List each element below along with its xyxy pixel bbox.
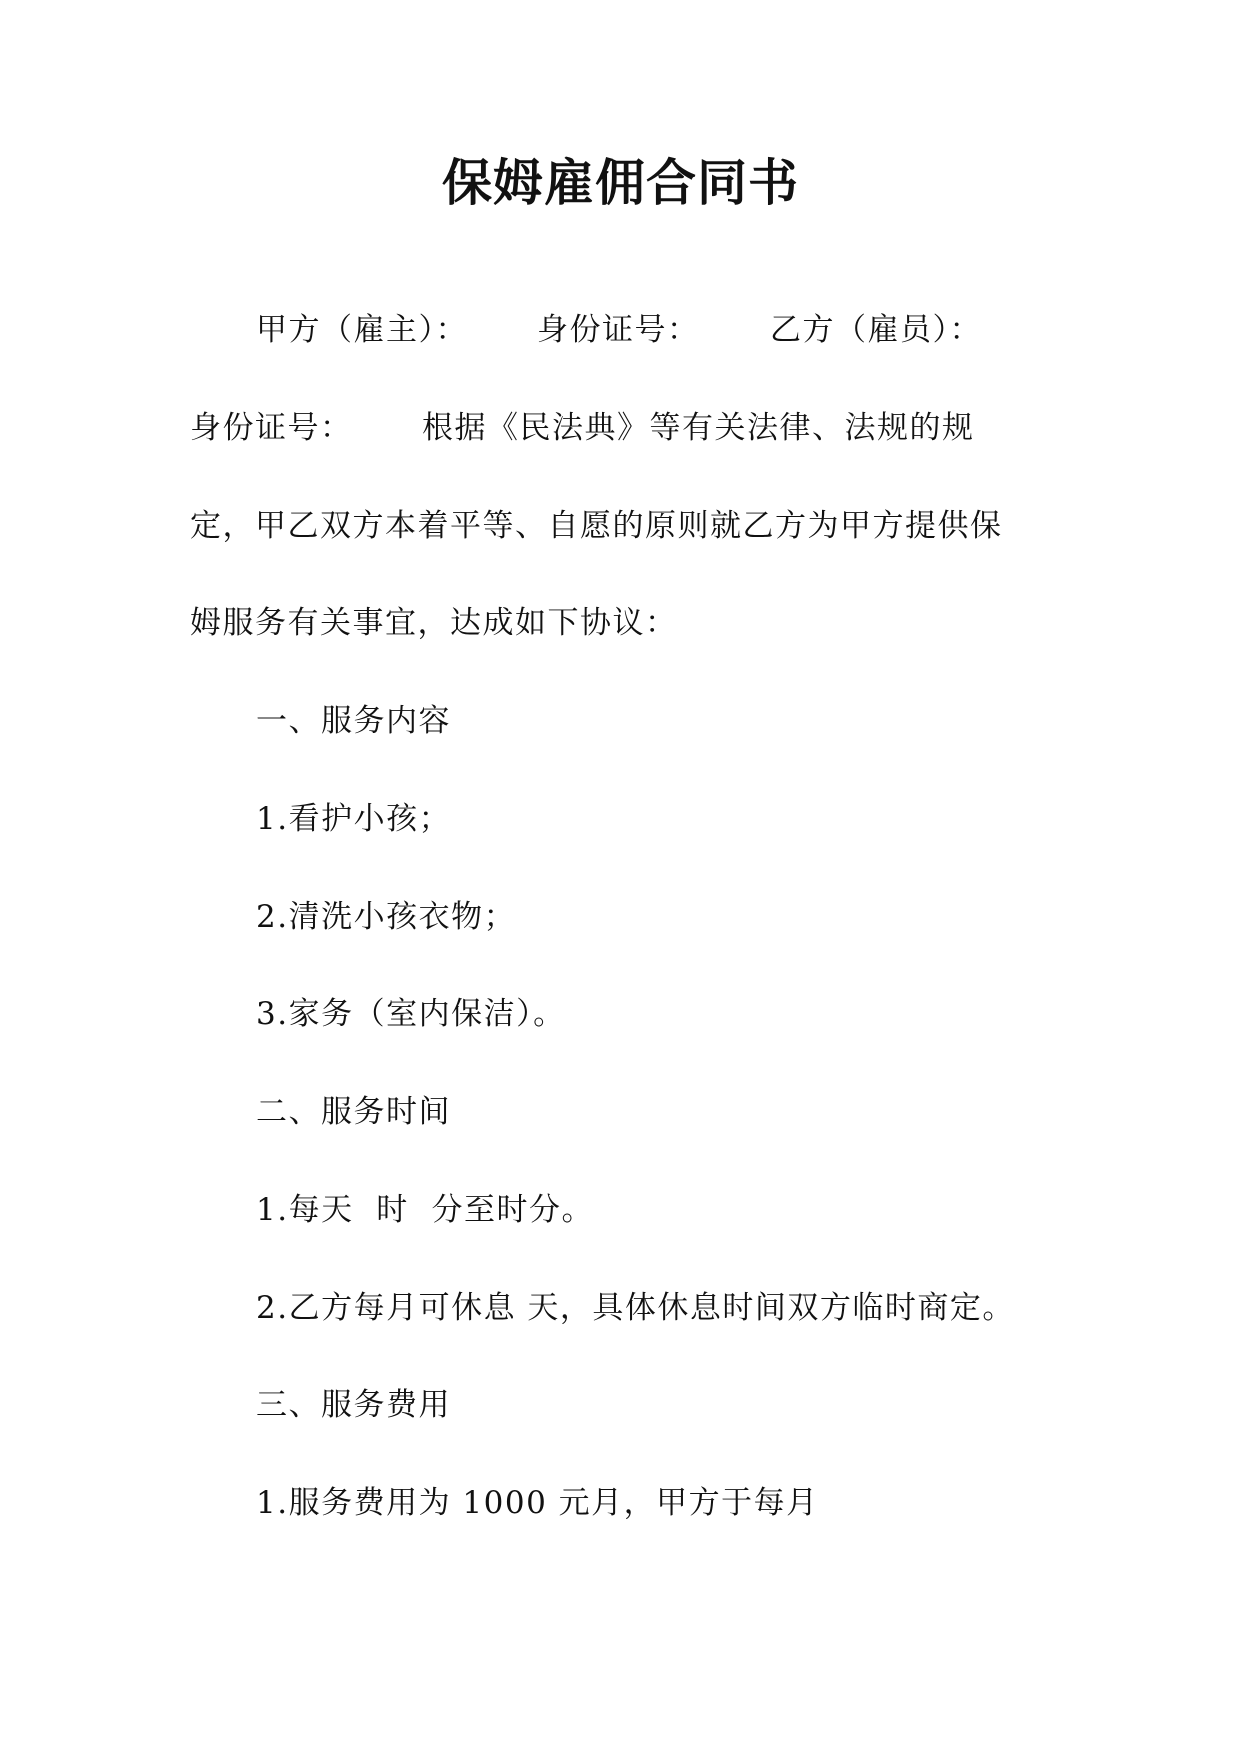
- party-b-label: 乙方（雇员）：: [770, 312, 982, 348]
- section-heading-service-content: 一、服务内容: [256, 703, 451, 739]
- intro-text-1: 根据《民法典》等有关法律、法规的规: [422, 410, 975, 446]
- header-fields-row: [0, 310, 1241, 350]
- section-heading-service-time: 二、服务时间: [256, 1094, 451, 1130]
- list-item: 1.看护小孩；: [256, 801, 452, 837]
- list-item: 3.家务（室内保洁）。: [256, 996, 566, 1032]
- list-item: 1.服务费用为 1000 元月，甲方于每月: [256, 1485, 819, 1521]
- party-a-label: 甲方（雇主）：: [256, 312, 468, 348]
- section-heading-service-fee: 三、服务费用: [256, 1387, 451, 1423]
- party-a-id-label: 身份证号：: [537, 312, 700, 348]
- list-item: 2.乙方每月可休息 天，具体休息时间双方临时商定。: [256, 1290, 1015, 1326]
- list-item: 1.每天 时 分至时分。: [256, 1192, 594, 1228]
- party-b-id-label: 身份证号：: [190, 410, 353, 446]
- intro-text-3: 姆服务有关事宜，达成如下协议：: [190, 605, 678, 641]
- intro-row-1: [0, 408, 1241, 448]
- list-item: 2.清洗小孩衣物；: [256, 899, 517, 935]
- document-title: 保姆雇佣合同书: [442, 154, 799, 212]
- intro-text-2: 定，甲乙双方本着平等、自愿的原则就乙方为甲方提供保: [190, 508, 1003, 544]
